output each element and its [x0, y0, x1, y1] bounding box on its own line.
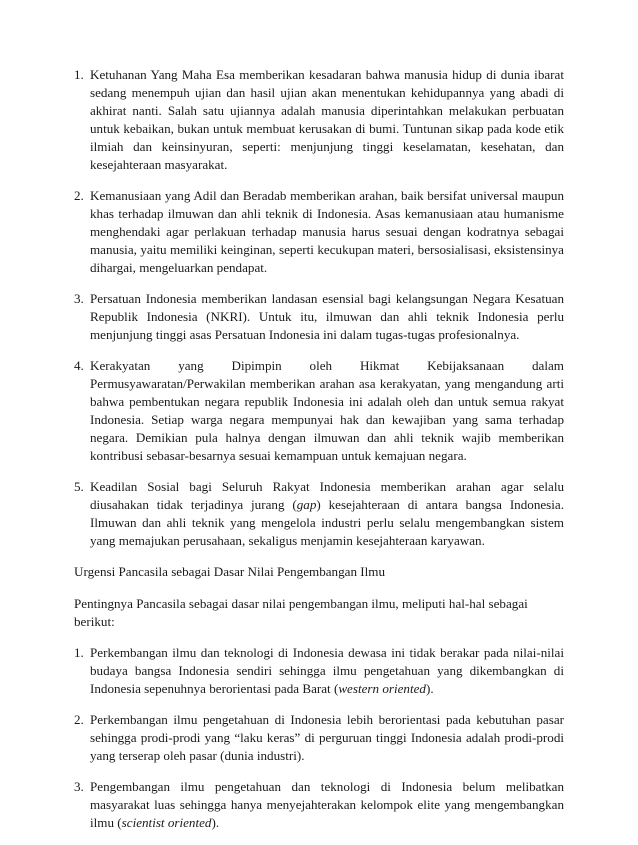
- pancasila-principles-list: [74, 66, 564, 550]
- list-item: [74, 66, 564, 174]
- list-number: 3.: [74, 291, 84, 306]
- list-item: [74, 290, 564, 344]
- list-number: 4.: [74, 358, 84, 373]
- list-item: [74, 357, 564, 465]
- list-text: Kerakyatan yang Dipimpin oleh Hikmat Kebijaksanaan dalam Permusyawaratan/Perwakilan memberikan arahan asa kerakyatan, yang mengandung arti bahwa pembentukan negara republik Indonesia ini adalah oleh dan untuk semua rakyat Indonesia. Setiap warga negara mempunyai hak dan kewajiban yang sama terhadap negara. Demikian pula halnya dengan ilmuwan dan ahli teknik wajib memberikan kontribusi sebasar-besarnya sesuai kemampuan untuk kemajuan negara.: [90, 358, 564, 463]
- list-text-part: ).: [425, 681, 434, 696]
- list-text: [90, 645, 564, 696]
- list-item: [74, 711, 564, 765]
- list-number: 1.: [74, 645, 84, 660]
- list-text: Kemanusiaan yang Adil dan Beradab memberikan arahan, baik bersifat universal maupun khas terhadap ilmuwan dan ahli teknik di Indonesia. Asas kemanusiaan atau humanisme menghendaki agar perlakuan terhadap manusia harus sesuai dengan kodratnya sebagai manusia, yaitu memiliki keinginan, seperti kecukupan materi, bersosialisasi, eksistensinya dihargai, mengeluarkan pendapat.: [90, 188, 564, 275]
- list-number: 5.: [74, 479, 84, 494]
- list-text: Perkembangan ilmu pengetahuan di Indonesia lebih berorientasi pada kebutuhan pasar sehingga prodi-prodi yang “laku keras” di perguruan tinggi Indonesia adalah prodi-prodi yang terserap oleh pasar (dunia industri).: [90, 712, 564, 763]
- list-item: [74, 778, 564, 832]
- list-text-italic: scientist oriented: [121, 815, 212, 830]
- list-item: [74, 644, 564, 698]
- list-text: [90, 479, 564, 548]
- list-text-part: Pengembangan ilmu pengetahuan dan teknologi di Indonesia belum melibatkan masyarakat luas sehingga hanya menyejahterakan kelompok elite yang mengembangkan ilmu (: [90, 779, 564, 830]
- section-heading: Urgensi Pancasila sebagai Dasar Nilai Pengembangan Ilmu: [74, 564, 386, 579]
- list-number: 2.: [74, 712, 84, 727]
- list-number: 1.: [74, 67, 84, 82]
- list-text-part: ).: [211, 815, 220, 830]
- list-item: [74, 187, 564, 277]
- list-item: [74, 478, 564, 550]
- list-text-part: Perkembangan ilmu dan teknologi di Indonesia dewasa ini tidak berakar pada nilai-nilai budaya bangsa Indonesia sendiri sehingga ilmu pengetahuan yang dikembangkan di Indonesia sepenuhnya berorientasi pada Barat (: [90, 645, 564, 696]
- list-text: [90, 779, 564, 830]
- list-text: Persatuan Indonesia memberikan landasan esensial bagi kelangsungan Negara Kesatuan Republik Indonesia (NKRI). Untuk itu, ilmuwan dan ahli teknik Indonesia perlu menjunjung tinggi asas Persatuan Indonesia ini dalam tugas-tugas profesionalnya.: [90, 291, 564, 342]
- list-text-italic: western oriented: [338, 681, 426, 696]
- document-page: [74, 66, 564, 845]
- importance-list: [74, 644, 564, 832]
- intro-paragraph: Pentingnya Pancasila sebagai dasar nilai pengembangan ilmu, meliputi hal-hal sebagai berikut:: [74, 596, 528, 629]
- list-text-italic: gap: [296, 497, 317, 512]
- list-number: 3.: [74, 779, 84, 794]
- list-text: Ketuhanan Yang Maha Esa memberikan kesadaran bahwa manusia hidup di dunia ibarat sedang menempuh ujian dan hasil ujian akan menentukan kehidupannya yang abadi di akhirat nanti. Salah satu ujiannya adalah manusia diperintahkan melakukan perbuatan untuk kebaikan, bukan untuk membuat kerusakan di bumi. Tuntunan sikap pada kode etik ilmiah dan keinsinyuran, seperti: menjunjung tinggi keselamatan, kesehatan, dan kesejahteraan masyarakat.: [90, 67, 564, 172]
- list-number: 2.: [74, 188, 84, 203]
- list-text-part: ) kesejahteraan di antara bangsa Indonesia. Ilmuwan dan ahli teknik yang mengelola industri perlu selalu mengembangkan sistem yang memajukan perusahaan, sekaligus menjamin kesejahteraan karyawan.: [90, 497, 564, 548]
- list-text-part: Keadilan Sosial bagi Seluruh Rakyat Indonesia memberikan arahan agar selalu diusahakan tidak terjadinya jurang (: [90, 479, 564, 512]
